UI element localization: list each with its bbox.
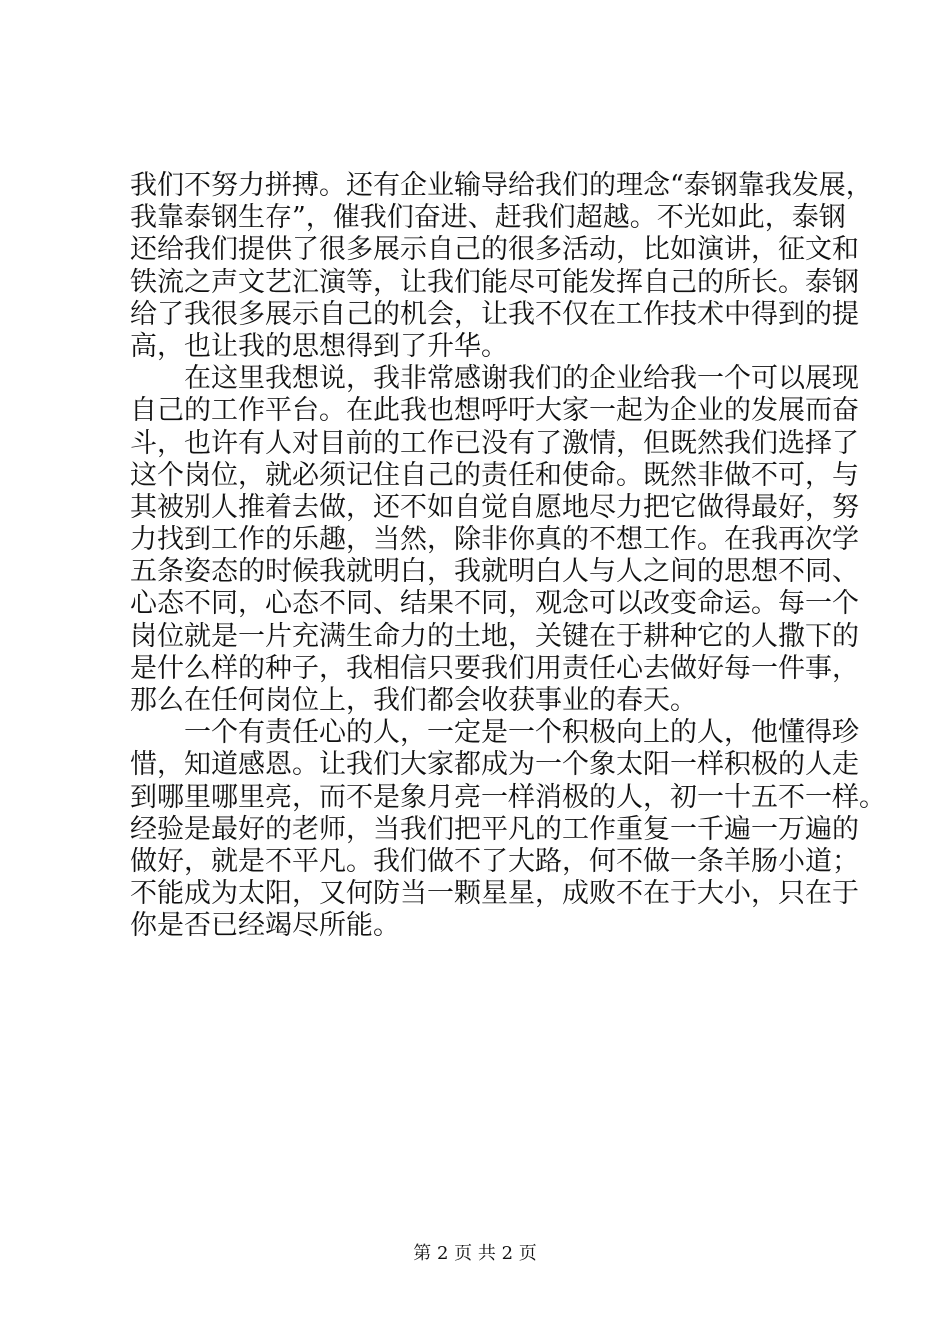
text-line: 心态不同，心态不同、结果不同，观念可以改变命运。每一个 — [130, 588, 859, 620]
text-line: 是什么样的种子，我相信只要我们用责任心去做好每一件事， — [130, 652, 859, 684]
page-footer: 第 2 页 共 2 页 — [413, 1243, 537, 1264]
text-line: 我靠泰钢生存”，催我们奋进、赶我们超越。不光如此，泰钢 — [130, 202, 846, 234]
text-line: 那么在任何岗位上，我们都会收获事业的春天。 — [130, 685, 697, 716]
text-line: 这个岗位，就必须记住自己的责任和使命。既然非做不可，与 — [130, 459, 859, 491]
text-line: 斗，也许有人对目前的工作已没有了激情，但既然我们选择了 — [130, 427, 859, 459]
text-line: 你是否已经竭尽所能。 — [130, 910, 400, 942]
text-line: 岗位就是一片充满生命力的土地，关键在于耕种它的人撒下的 — [130, 620, 859, 652]
text-line: 到哪里哪里亮，而不是象月亮一样消极的人，初一十五不一样。 — [130, 781, 886, 813]
text-line: 给了我很多展示自己的机会，让我不仅在工作技术中得到的提 — [130, 298, 859, 330]
text-line: 还给我们提供了很多展示自己的很多活动，比如演讲，征文和 — [130, 234, 859, 266]
paragraph-start-line: 在这里我想说，我非常感谢我们的企业给我一个可以展现 — [184, 363, 859, 395]
text-line: 我们不努力拼搏。还有企业输导给我们的理念“泰钢靠我发展， — [130, 170, 873, 201]
text-line: 经验是最好的老师，当我们把平凡的工作重复一千遍一万遍的 — [130, 813, 859, 845]
text-line: 做好，就是不平凡。我们做不了大路，何不做一条羊肠小道； — [130, 845, 859, 877]
text-line: 高，也让我的思想得到了升华。 — [130, 330, 508, 362]
text-line: 其被别人推着去做，还不如自觉自愿地尽力把它做得最好，努 — [130, 491, 859, 523]
text-line: 铁流之声文艺汇演等，让我们能尽可能发挥自己的所长。泰钢 — [130, 266, 859, 298]
text-line: 自己的工作平台。在此我也想呼吁大家一起为企业的发展而奋 — [130, 395, 859, 427]
body-text — [130, 170, 886, 943]
text-line: 不能成为太阳，又何防当一颗星星，成败不在于大小，只在于 — [130, 878, 859, 910]
text-line: 惜，知道感恩。让我们大家都成为一个象太阳一样积极的人走 — [130, 749, 859, 781]
paragraph-start-line: 一个有责任心的人，一定是一个积极向上的人，他懂得珍 — [184, 717, 859, 749]
text-line: 五条姿态的时候我就明白，我就明白人与人之间的思想不同、 — [130, 556, 859, 588]
text-line: 力找到工作的乐趣，当然，除非你真的不想工作。在我再次学 — [130, 524, 859, 556]
